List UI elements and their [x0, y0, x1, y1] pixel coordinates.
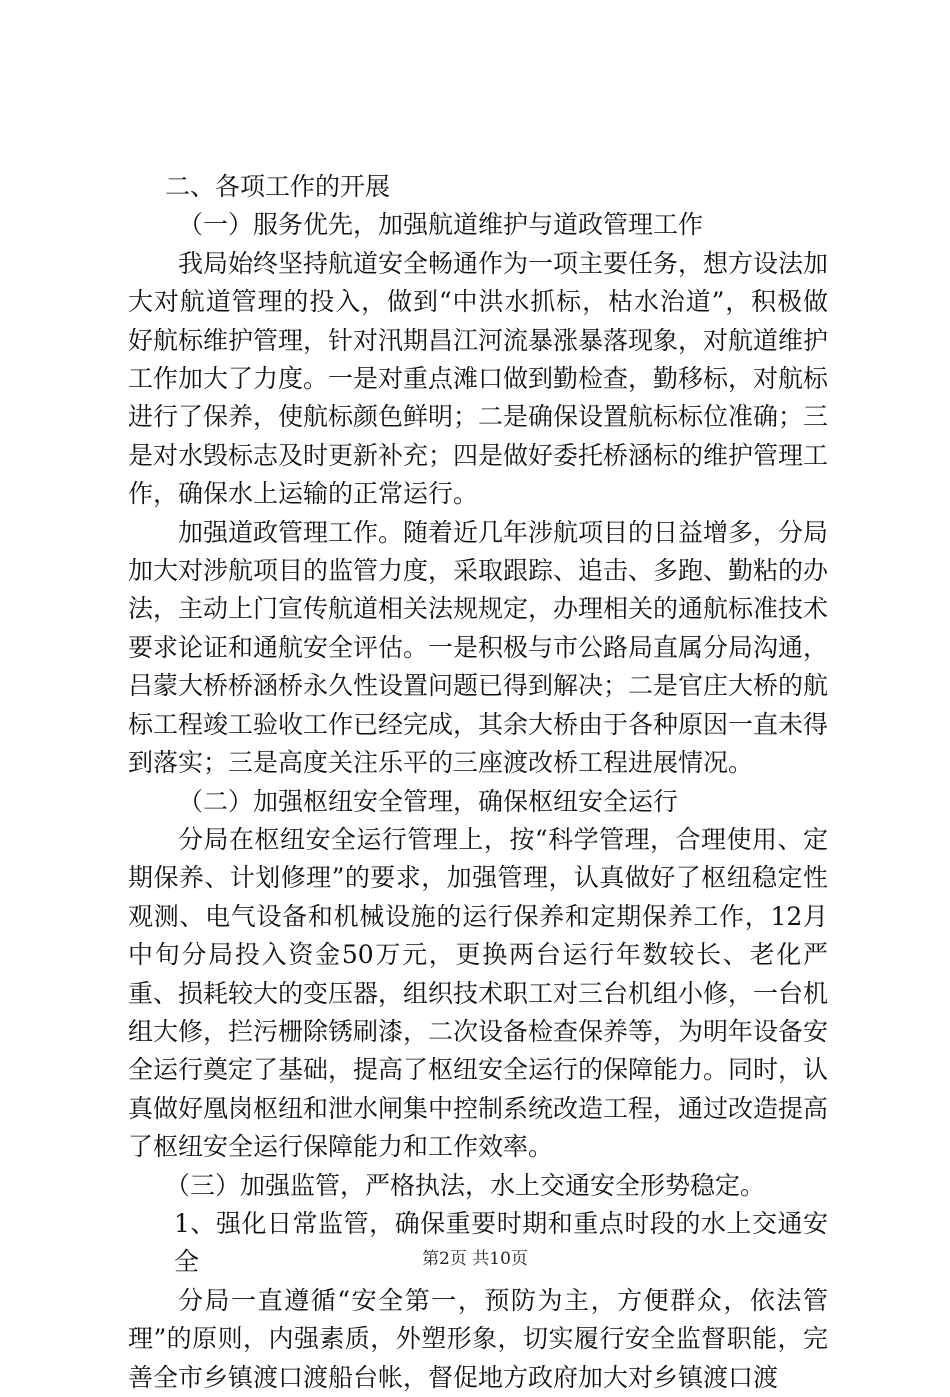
subsection-heading-2: （二）加强枢纽安全管理，确保枢纽安全运行	[178, 786, 679, 816]
paragraph-channel-administration: 加强道政管理工作。随着近几年涉航项目的日益增多，分局加大对涉航项目的监管力度，采取跟踪、追击、多跑、勤粘的办法，主动上门宣传航道相关法规规定，办理相关的通航标准技术要求论证和通航安全评估。一是积极与市公路局直属分局沟通，吕蒙大桥桥涵桥永久性设置问题已得到解决；二是官庄大桥的航标工程竣工验收工作已经完成，其余大桥由于各种原因一直未得到落实；三是高度关注乐平的三座渡改桥工程进展情况。	[128, 517, 829, 778]
paragraph-daily-supervision: 分局一直遵循“安全第一，预防为主，方便群众，依法管理”的原则，内强素质，外塑形象，切实履行安全监督职能，完善全市乡镇渡口渡船台帐，督促地方政府加大对乡镇渡口渡	[128, 1285, 828, 1392]
subsection-heading-3: （三）加强监管，严格执法，水上交通安全形势稳定。	[165, 1170, 766, 1200]
document-body	[128, 168, 828, 1397]
subsection-heading-1: （一）服务优先，加强航道维护与道政管理工作	[178, 210, 704, 240]
paragraph-channel-maintenance: 我局始终坚持航道安全畅通作为一项主要任务，想方设法加大对航道管理的投入，做到“中洪水抓标，枯水治道”，积极做好航标维护管理，针对汛期昌江河流暴涨暴落现象，对航道维护工作加大了力度。一是对重点滩口做到勤检查，勤移标，对航标进行了保养，使航标颜色鲜明；二是确保设置航标标位准确；三是对水毁标志及时更新补充；四是做好委托桥涵标的维护管理工作，确保水上运输的正常运行。	[128, 248, 829, 509]
page-number-footer: 第2页 共10页	[422, 1249, 528, 1269]
section-heading: 二、各项工作的开展	[165, 172, 391, 201]
item-heading-1: 1、强化日常监管，确保重要时期和重点时段的水上交通安全	[174, 1208, 828, 1277]
paragraph-hub-safety: 分局在枢纽安全运行管理上，按“科学管理，合理使用、定期保养、计划修理”的要求，加强管理，认真做好了枢纽稳定性观测、电气设备和机械设施的运行保养和定期保养工作，12月中旬分局投入资金50万元，更换两台运行年数较长、老化严重、损耗较大的变压器，组织技术职工对三台机组小修，一台机组大修，拦污栅除锈刷漆，二次设备检查保养等，为明年设备安全运行奠定了基础，提高了枢纽安全运行的保障能力。同时，认真做好凰岗枢纽和泄水闸集中控制系统改造工程，通过改造提高了枢纽安全运行保障能力和工作效率。	[128, 824, 829, 1162]
